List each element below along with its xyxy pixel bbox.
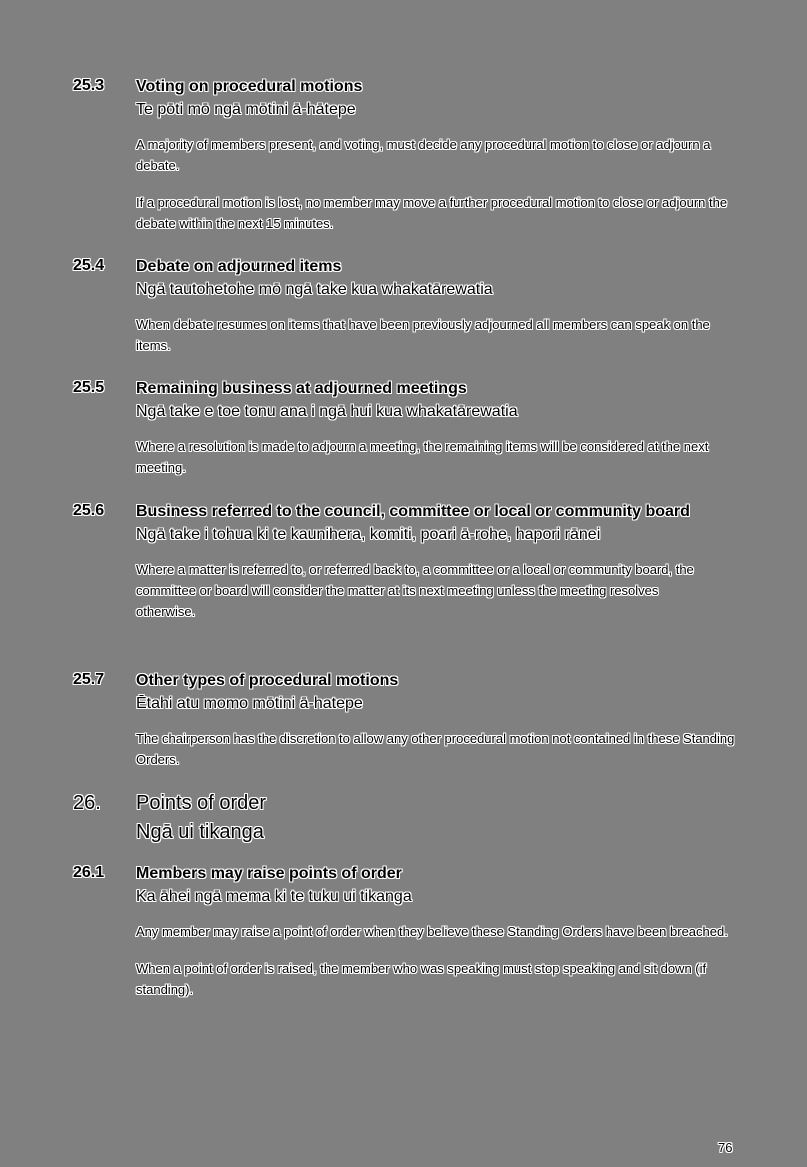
- section-paragraph: The chairperson has the discretion to allow any other procedural motion not contained in these Standing Orders.: [136, 731, 735, 767]
- section-number: 25.3: [73, 77, 105, 94]
- section-number: 26.: [73, 792, 101, 814]
- section-paragraph: A majority of members present, and voting, must decide any procedural motion to close or adjourn a debate.: [136, 137, 711, 173]
- section-25-5: [73, 377, 743, 478]
- section-25-4: [73, 255, 743, 356]
- section-number: 26.1: [73, 864, 105, 881]
- section-paragraph: When debate resumes on items that have been previously adjourned all members can speak on the items.: [136, 317, 710, 353]
- section-26: [73, 789, 743, 847]
- section-26-1: [73, 862, 743, 1000]
- section-paragraph: Where a resolution is made to adjourn a meeting, the remaining items will be considered at the next meeting.: [136, 439, 709, 475]
- section-number: 25.7: [73, 671, 105, 688]
- section-title: Remaining business at adjourned meetings: [136, 380, 467, 397]
- section-number: 25.4: [73, 257, 105, 274]
- section-subtitle: Te pōti mō ngā mōtini ā-hātepe: [136, 101, 356, 118]
- section-subtitle: Ngā take i tohua ki te kaunihera, komiti, poari ā-rohe, hapori rānei: [136, 526, 601, 543]
- section-subtitle: Ngā tautohetohe mō ngā take kua whakatārewatia: [136, 281, 493, 298]
- section-subtitle: Ka āhei ngā mema ki te tuku ui tikanga: [136, 888, 412, 905]
- section-25-3: [73, 75, 743, 234]
- section-title: Voting on procedural motions: [136, 78, 363, 95]
- section-title: Members may raise points of order: [136, 865, 402, 882]
- page-number: 76: [718, 1140, 733, 1155]
- section-paragraph: Where a matter is referred to, or referred back to, a committee or a local or community board, the committee or board will consider the matter at its next meeting unless the meeting resolves otherwise.: [136, 562, 694, 619]
- section-25-7: [73, 669, 743, 770]
- section-paragraph: When a point of order is raised, the member who was speaking must stop speaking and sit down (if standing).: [136, 961, 707, 997]
- section-number: 25.6: [73, 502, 105, 519]
- section-paragraph: Any member may raise a point of order when they believe these Standing Orders have been breached.: [136, 924, 728, 939]
- section-subtitle: Ētahi atu momo mōtini ā-hatepe: [136, 695, 363, 712]
- section-subtitle: Ngā take e toe tonu ana i ngā hui kua whakatārewatia: [136, 403, 518, 420]
- section-title: Business referred to the council, committee or local or community board: [136, 503, 690, 520]
- section-title: Debate on adjourned items: [136, 258, 342, 275]
- section-title: Other types of procedural motions: [136, 672, 399, 689]
- section-paragraph: If a procedural motion is lost, no member may move a further procedural motion to close or adjourn the debate within the next 15 minutes.: [136, 195, 728, 231]
- section-number: 25.5: [73, 379, 105, 396]
- section-subtitle: Ngā ui tikanga: [136, 821, 264, 843]
- section-title: Points of order: [136, 792, 267, 814]
- section-25-6: [73, 500, 743, 622]
